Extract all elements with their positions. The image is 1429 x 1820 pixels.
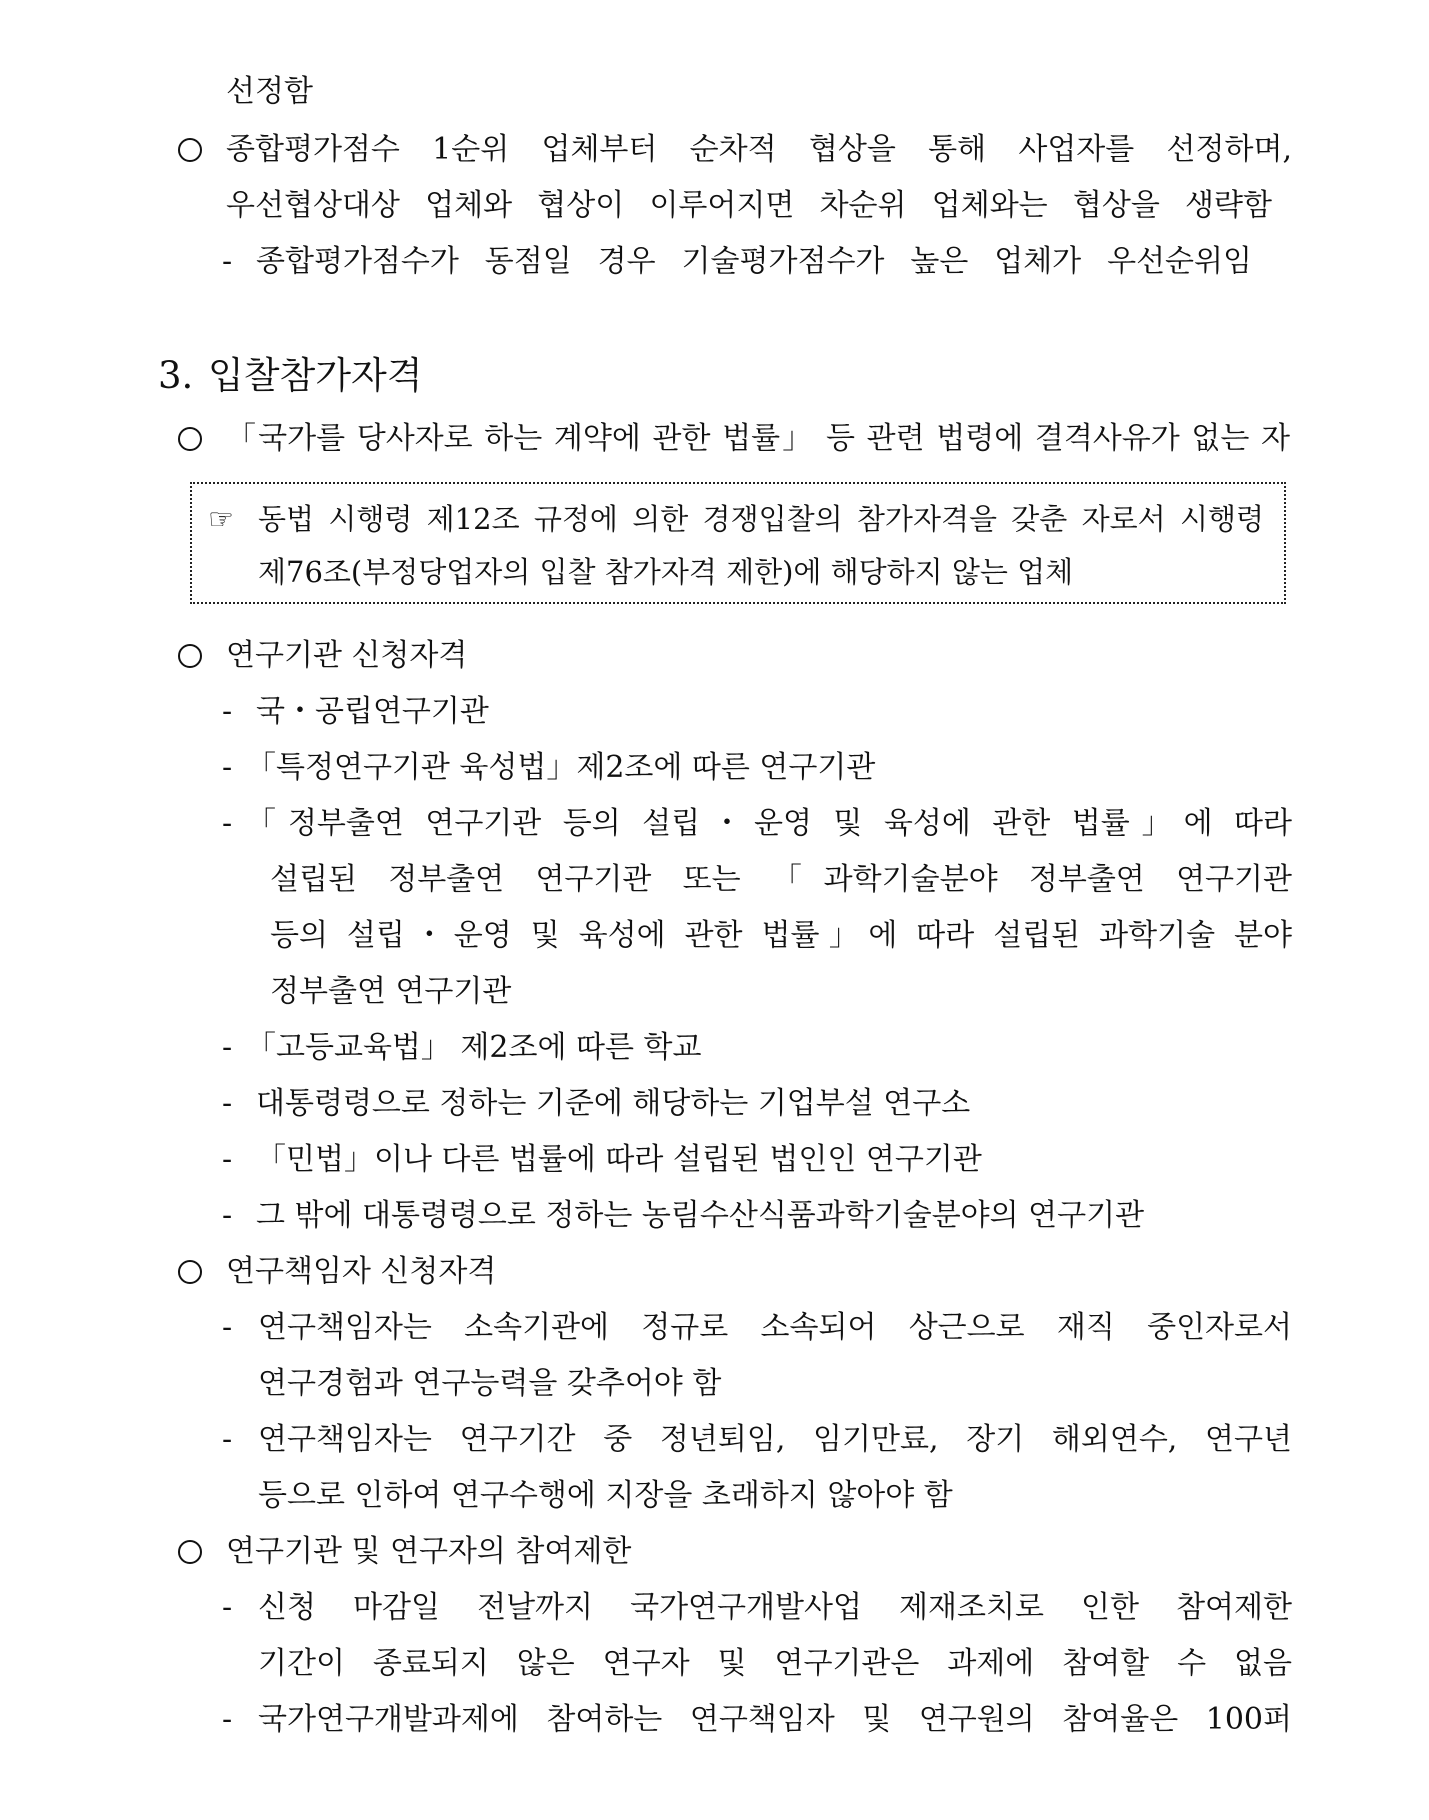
line-text: 선정함 (226, 74, 313, 109)
line-text: 정부출연 연구기관 (270, 974, 512, 1009)
line-text: 연구기관 및 연구자의 참여제한 (226, 1534, 632, 1569)
dash-marker: - (222, 1702, 233, 1737)
line-text: 연구경험과 연구능력을 갖추어야 함 (258, 1366, 722, 1401)
text-line (0, 1356, 1429, 1412)
dash-item (0, 1188, 1429, 1244)
bullet-item (0, 122, 1429, 178)
line-text: 국・공립연구기관 (256, 694, 489, 729)
dash-item (0, 1076, 1429, 1132)
dash-item (0, 1692, 1429, 1748)
dash-item (0, 1412, 1429, 1468)
line-text: 제76조(부정당업자의 입찰 참가자격 제한)에 해당하지 않는 업체 (258, 555, 1074, 589)
dash-marker: - (222, 750, 233, 785)
circle-bullet-icon (178, 1540, 202, 1564)
note-line (0, 491, 1429, 547)
line-text: 설립된 정부출연 연구기관 또는 「과학기술분야 정부출연 연구기관 (270, 862, 1292, 897)
bullet-item (0, 1524, 1429, 1580)
line-text: 연구책임자 신청자격 (226, 1254, 497, 1289)
line-text: 대통령령으로 정하는 기준에 해당하는 기업부설 연구소 (256, 1086, 971, 1121)
dash-item (0, 684, 1429, 740)
text-line (0, 964, 1429, 1020)
line-text: 연구책임자는 연구기간 중 정년퇴임, 임기만료, 장기 해외연수, 연구년 (258, 1422, 1292, 1457)
line-text: 「민법」이나 다른 법률에 따라 설립된 법인인 연구기관 (256, 1142, 982, 1177)
line-text: 동법 시행령 제12조 규정에 의한 경쟁입찰의 참가자격을 갖춘 자로서 시행령 (258, 502, 1264, 536)
note-line (0, 544, 1429, 600)
text-line (0, 64, 1429, 120)
line-text: 국가연구개발과제에 참여하는 연구책임자 및 연구원의 참여율은 100퍼 (258, 1702, 1292, 1737)
bullet-item (0, 411, 1429, 467)
line-text: 「고등교육법」 제2조에 따른 학교 (246, 1030, 702, 1065)
pointing-hand-icon: ☞ (208, 502, 234, 536)
line-text: 기간이 종료되지 않은 연구자 및 연구기관은 과제에 참여할 수 없음 (258, 1646, 1292, 1681)
dash-marker: - (222, 1030, 233, 1065)
line-text: 등으로 인하여 연구수행에 지장을 초래하지 않아야 함 (258, 1478, 953, 1513)
bullet-item (0, 1244, 1429, 1300)
line-text: 그 밖에 대통령령으로 정하는 농림수산식품과학기술분야의 연구기관 (256, 1198, 1145, 1233)
line-text: 연구기관 신청자격 (226, 638, 468, 673)
circle-bullet-icon (178, 427, 202, 451)
line-text: 「정부출연 연구기관 등의 설립・운영 및 육성에 관한 법률」에 따라 (246, 806, 1292, 841)
line-text: 「국가를 당사자로 하는 계약에 관한 법률」 등 관련 법령에 결격사유가 없는 자 (226, 421, 1290, 456)
dash-marker: - (222, 244, 233, 279)
dash-item (0, 796, 1429, 852)
line-text: 등의 설립・운영 및 육성에 관한 법률」에 따라 설립된 과학기술 분야 (270, 918, 1292, 953)
line-text: 우선협상대상 업체와 협상이 이루어지면 차순위 업체와는 협상을 생략함 (226, 188, 1272, 223)
dash-marker: - (222, 1086, 233, 1121)
section-heading (0, 344, 1429, 408)
circle-bullet-icon (178, 1260, 202, 1284)
dash-item (0, 740, 1429, 796)
dash-marker: - (222, 1310, 233, 1345)
dash-marker: - (222, 1422, 233, 1457)
line-text: 「특정연구기관 육성법」제2조에 따른 연구기관 (246, 750, 876, 785)
dash-item (0, 1020, 1429, 1076)
dash-marker: - (222, 806, 233, 841)
dash-item (0, 1580, 1429, 1636)
dash-item (0, 1132, 1429, 1188)
text-line (0, 1468, 1429, 1524)
line-text: 종합평가점수가 동점일 경우 기술평가점수가 높은 업체가 우선순위임 (256, 244, 1252, 279)
section-title: 입찰참가자격 (208, 354, 423, 397)
text-line (0, 908, 1429, 964)
text-line (0, 178, 1429, 234)
bullet-item (0, 628, 1429, 684)
dash-marker: - (222, 1590, 233, 1625)
circle-bullet-icon (178, 138, 202, 162)
dash-item (0, 1300, 1429, 1356)
text-line (0, 852, 1429, 908)
line-text: 신청 마감일 전날까지 국가연구개발사업 제재조치로 인한 참여제한 (258, 1590, 1292, 1625)
dash-marker: - (222, 1142, 233, 1177)
circle-bullet-icon (178, 644, 202, 668)
text-line (0, 1636, 1429, 1692)
dash-marker: - (222, 1198, 233, 1233)
line-text: 연구책임자는 소속기관에 정규로 소속되어 상근으로 재직 중인자로서 (258, 1310, 1292, 1345)
dash-item (0, 234, 1429, 290)
section-number: 3. (158, 354, 194, 397)
dash-marker: - (222, 694, 233, 729)
line-text: 종합평가점수 1순위 업체부터 순차적 협상을 통해 사업자를 선정하며, (226, 132, 1292, 167)
